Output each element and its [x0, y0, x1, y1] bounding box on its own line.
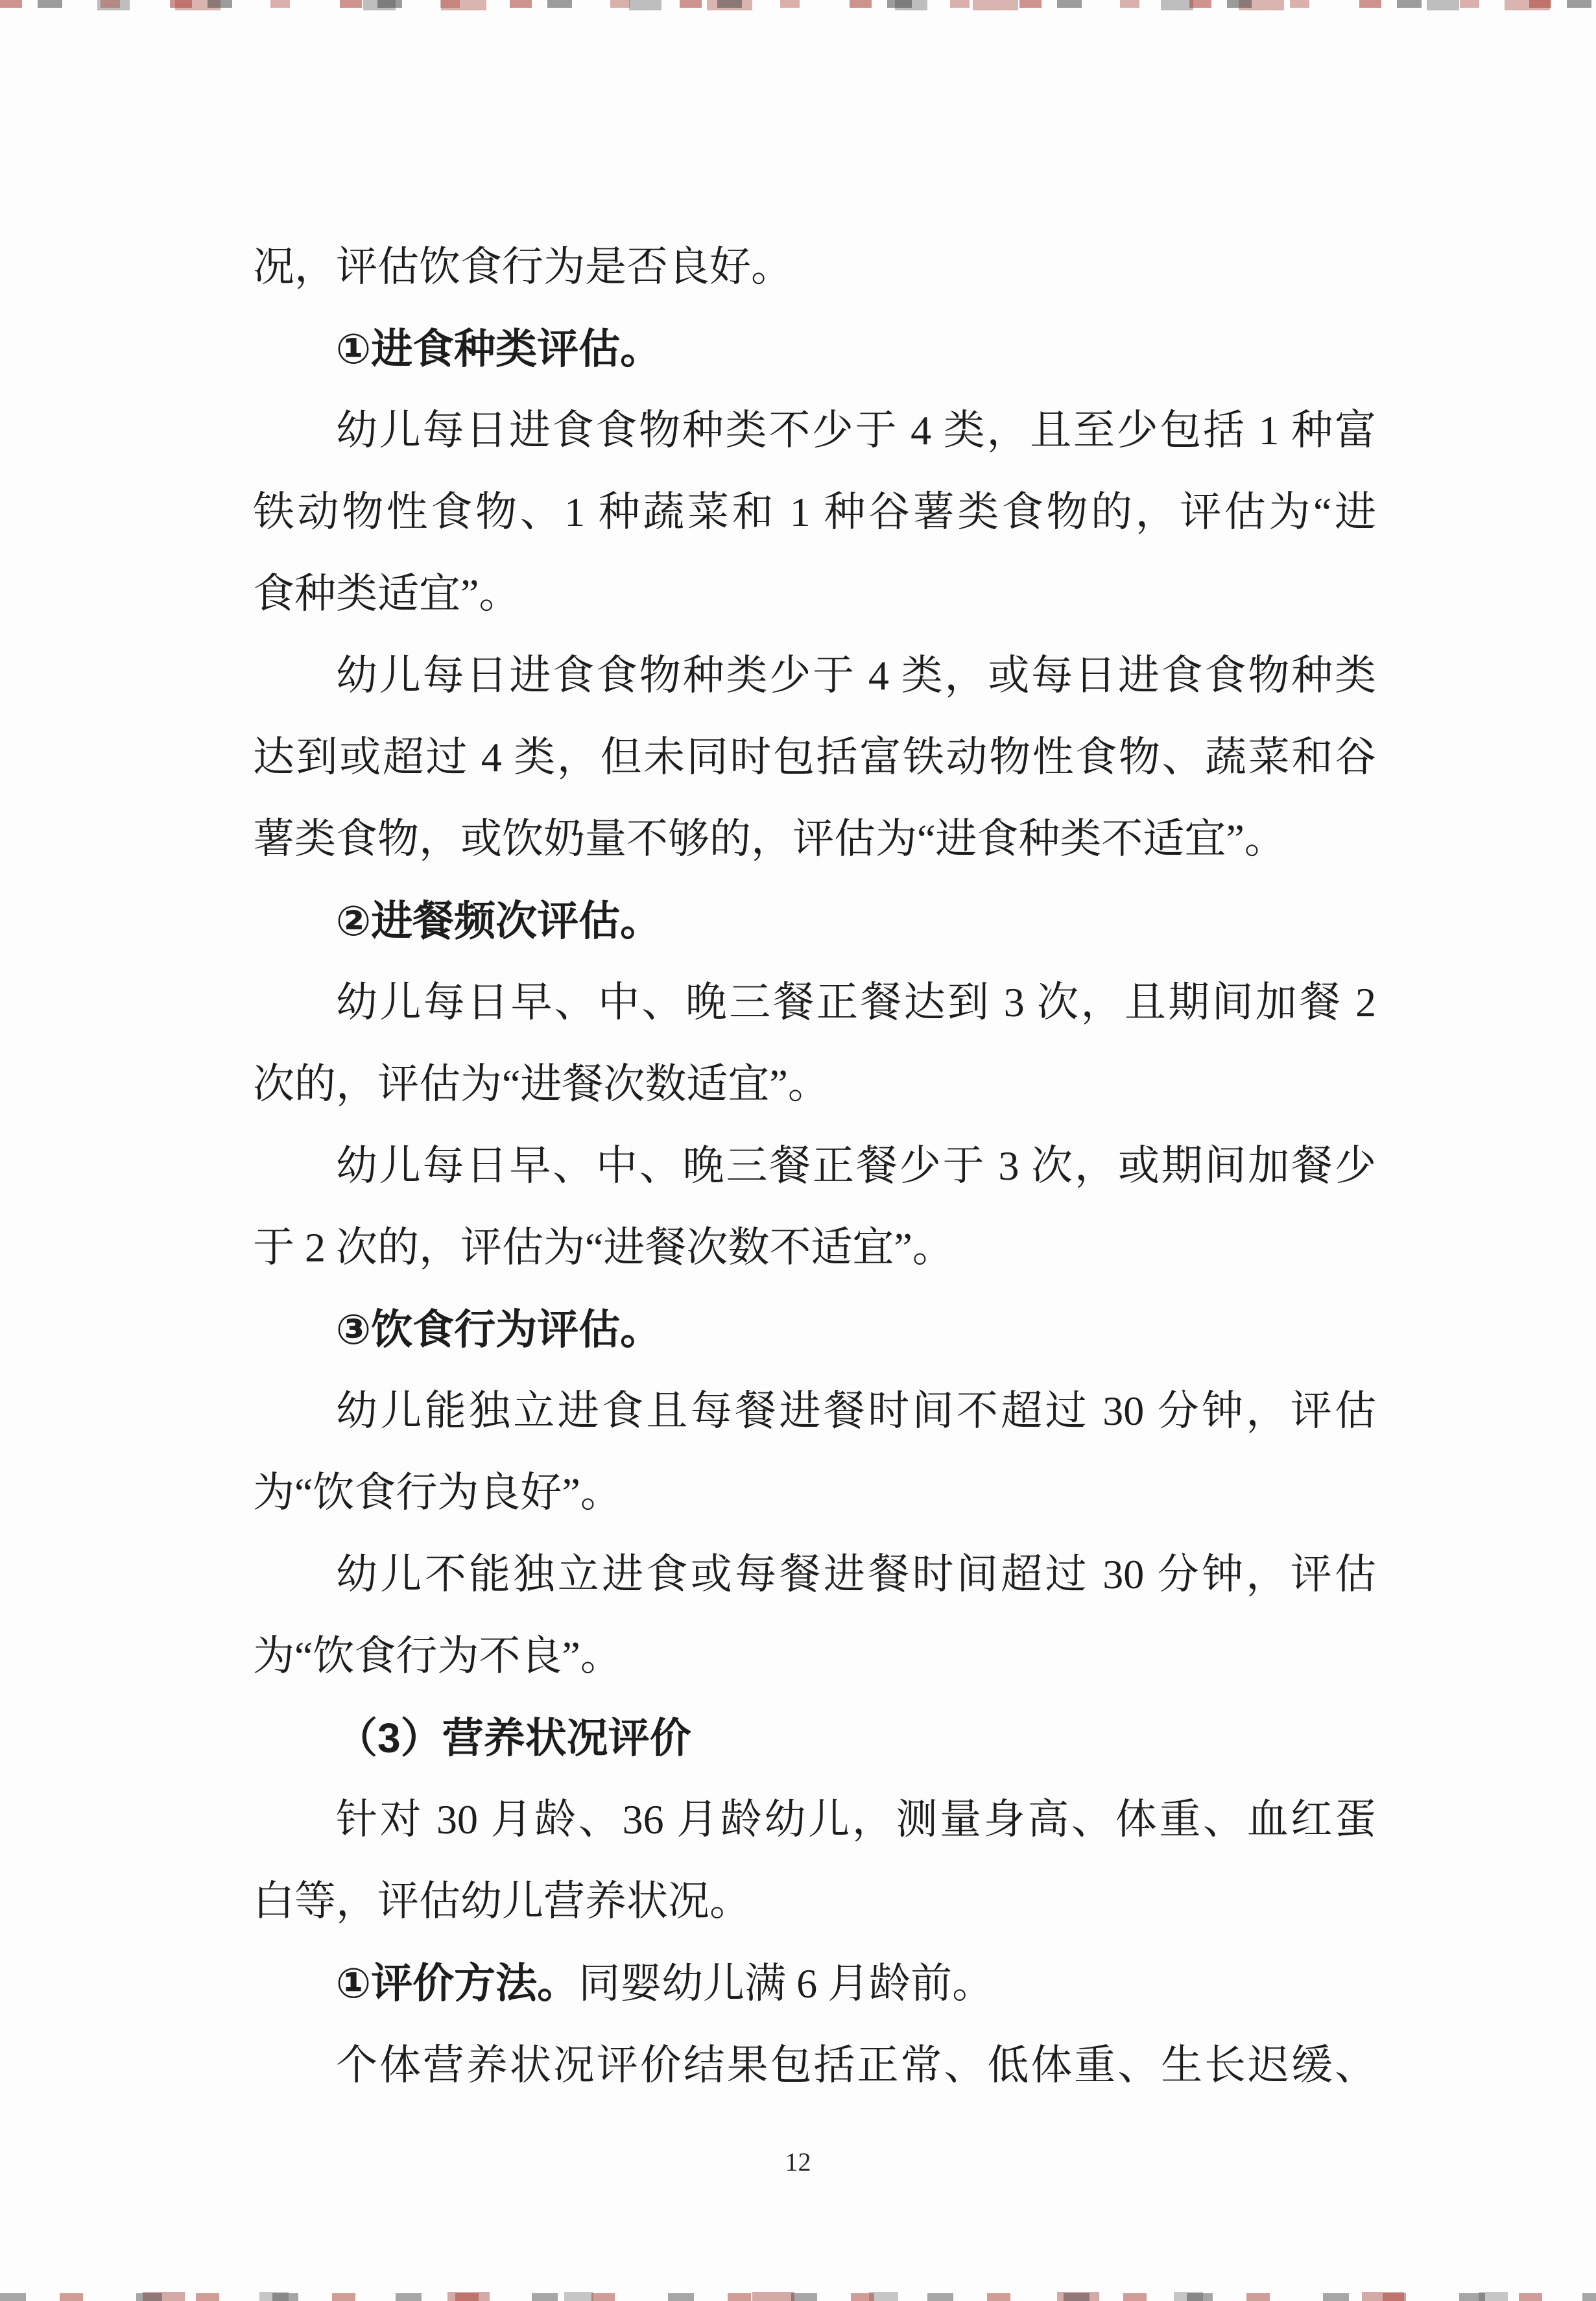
text-line: 次的，评估为“进餐次数适宜”。	[253, 1061, 829, 1107]
text-line: 为“饮食行为良好”。	[253, 1470, 622, 1516]
text-line: 况，评估饮食行为是否良好。	[253, 244, 792, 290]
text-line: 铁动物性食物、1 种蔬菜和 1 种谷薯类食物的，评估为“进	[253, 489, 1376, 535]
text-line	[253, 1942, 1376, 2025]
text-line: 幼儿不能独立进食或每餐进餐时间超过 30 分钟，评估	[336, 1551, 1376, 1597]
text-line: 个体营养状况评价结果包括正常、低体重、生长迟缓、	[336, 2042, 1376, 2088]
text-line: 为“饮食行为不良”。	[253, 1633, 622, 1679]
text-line: 幼儿能独立进食且每餐进餐时间不超过 30 分钟，评估	[336, 1388, 1376, 1434]
text-line: 白等，评估幼儿营养状况。	[253, 1878, 751, 1924]
text-line: 幼儿每日早、中、晚三餐正餐达到 3 次，且期间加餐 2	[336, 979, 1376, 1025]
scan-noise-bottom	[0, 2291, 1596, 2301]
heading-line: ②进餐频次评估。	[336, 898, 662, 944]
text-line: 食种类适宜”。	[253, 571, 521, 617]
text-line: 达到或超过 4 类，但未同时包括富铁动物性食物、蔬菜和谷	[253, 734, 1376, 780]
text-inline: 同婴幼儿满 6 月龄前。	[578, 1961, 994, 2007]
text-line: 幼儿每日进食食物种类不少于 4 类，且至少包括 1 种富	[336, 407, 1376, 453]
heading-line: ①进食种类评估。	[336, 326, 662, 372]
heading-line: ③饮食行为评估。	[336, 1306, 662, 1353]
text-line: 幼儿每日进食食物种类少于 4 类，或每日进食食物种类	[336, 652, 1376, 698]
heading-inline: ①评价方法。	[336, 1960, 579, 2007]
text-line: 于 2 次的，评估为“进餐次数不适宜”。	[253, 1224, 954, 1270]
heading-line: （3）营养状况评价	[336, 1715, 691, 1761]
page-number: 12	[785, 2147, 811, 2176]
text-line: 幼儿每日早、中、晚三餐正餐少于 3 次，或期间加餐少	[336, 1143, 1376, 1189]
text-block	[253, 226, 1376, 2106]
scan-noise-top	[0, 0, 1596, 10]
text-line: 针对 30 月龄、36 月龄幼儿，测量身高、体重、血红蛋	[336, 1796, 1376, 1842]
text-line: 薯类食物，或饮奶量不够的，评估为“进食种类不适宜”。	[253, 816, 1286, 862]
